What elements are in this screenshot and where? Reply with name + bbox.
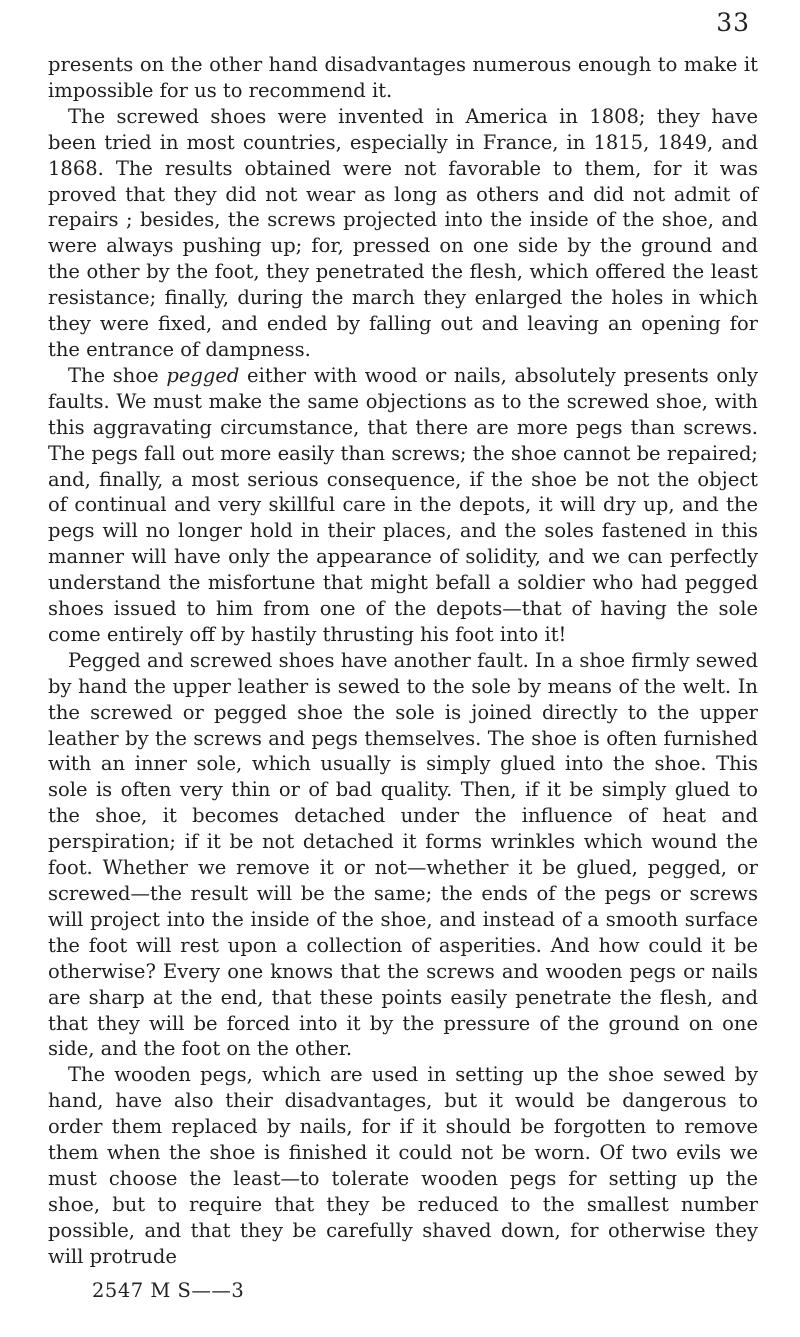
paragraph-another-fault: Pegged and screwed shoes have another fault. In a shoe firmly sewed by hand the upper leather is sewed to the sole by means of the welt. In the screwed or pegged shoe the sole is joined directly to the upper leather by the screws and pegs themselves. The shoe is often furnished with an inner sole, which usually is simply glued into the shoe. This sole is often very thin or of bad quality. Then, if it be simply glued to the shoe, it becomes detached under the influence of heat and perspiration; if it be not detached it forms wrinkles which wound the foot. Whether we remove it or not—whether it be glued, pegged, or screwed—the result will be the same; the ends of the pegs or screws will project into the inside of the shoe, and instead of a smooth surface the foot will rest upon a collection of asperities. And how could it be otherwise? Every one knows that the screws and wooden pegs or nails are sharp at the end, that these points easily penetrate the flesh, and that they will be forced into it by the pressure of the ground on one side, and the foot on the other. bbox=[48, 648, 758, 1061]
paragraph-screwed-shoes: The screwed shoes were invented in America in 1808; they have been tried in most countries, especially in France, in 1815, 1849, and 1868. The results obtained were not favorable to them, for it was proved that they did not wear as long as others and did not admit of repairs ; besides, the screws projected into the inside of the shoe, and were always pushing up; for, pressed on one side by the ground and the other by the foot, they penetrated the flesh, which offered the least resistance; finally, during the march they enlarged the holes in which they were fixed, and ended by falling out and leaving an opening for the entrance of dampness. bbox=[48, 104, 758, 361]
paragraph-pegged-shoe-lead: The shoe bbox=[68, 363, 167, 387]
paragraph-pegged-shoe-rest: either with wood or nails, absolutely presents only faults. We must make the same objections as to the screwed shoe, with this aggravating circumstance, that there are more pegs than screws. The pegs fall out more easily than screws; the shoe cannot be repaired; and, finally, a most serious consequence, if the shoe be not the object of continual and very skillful care in the depots, it will dry up, and the pegs will no longer hold in their places, and the soles fastened in this manner will have only the appearance of solidity, and we can perfectly understand the misfortune that might befall a soldier who had pegged shoes issued to him from one of the depots—that of having the sole come entirely off by hastily thrusting his foot into it! bbox=[48, 363, 758, 646]
body-text bbox=[48, 52, 758, 1270]
paragraph-wooden-pegs: The wooden pegs, which are used in setting up the shoe sewed by hand, have also their disadvantages, but it would be dangerous to order them replaced by nails, for if it should be forgotten to remove them when the shoe is finished it could not be worn. Of two evils we must choose the least—to tolerate wooden pegs for setting up the shoe, but to require that they be reduced to the smallest number possible, and that they be carefully shaved down, for otherwise they will protrude bbox=[48, 1063, 758, 1268]
emphasis-pegged: pegged bbox=[166, 363, 240, 387]
printer-signature: 2547 M S——3 bbox=[92, 1279, 245, 1302]
page-number: 33 bbox=[716, 8, 750, 37]
paragraph-continuation: presents on the other hand disadvantages numerous enough to make it impossible for us to recommend it. bbox=[48, 53, 758, 102]
paragraph-pegged-shoe bbox=[48, 363, 758, 648]
